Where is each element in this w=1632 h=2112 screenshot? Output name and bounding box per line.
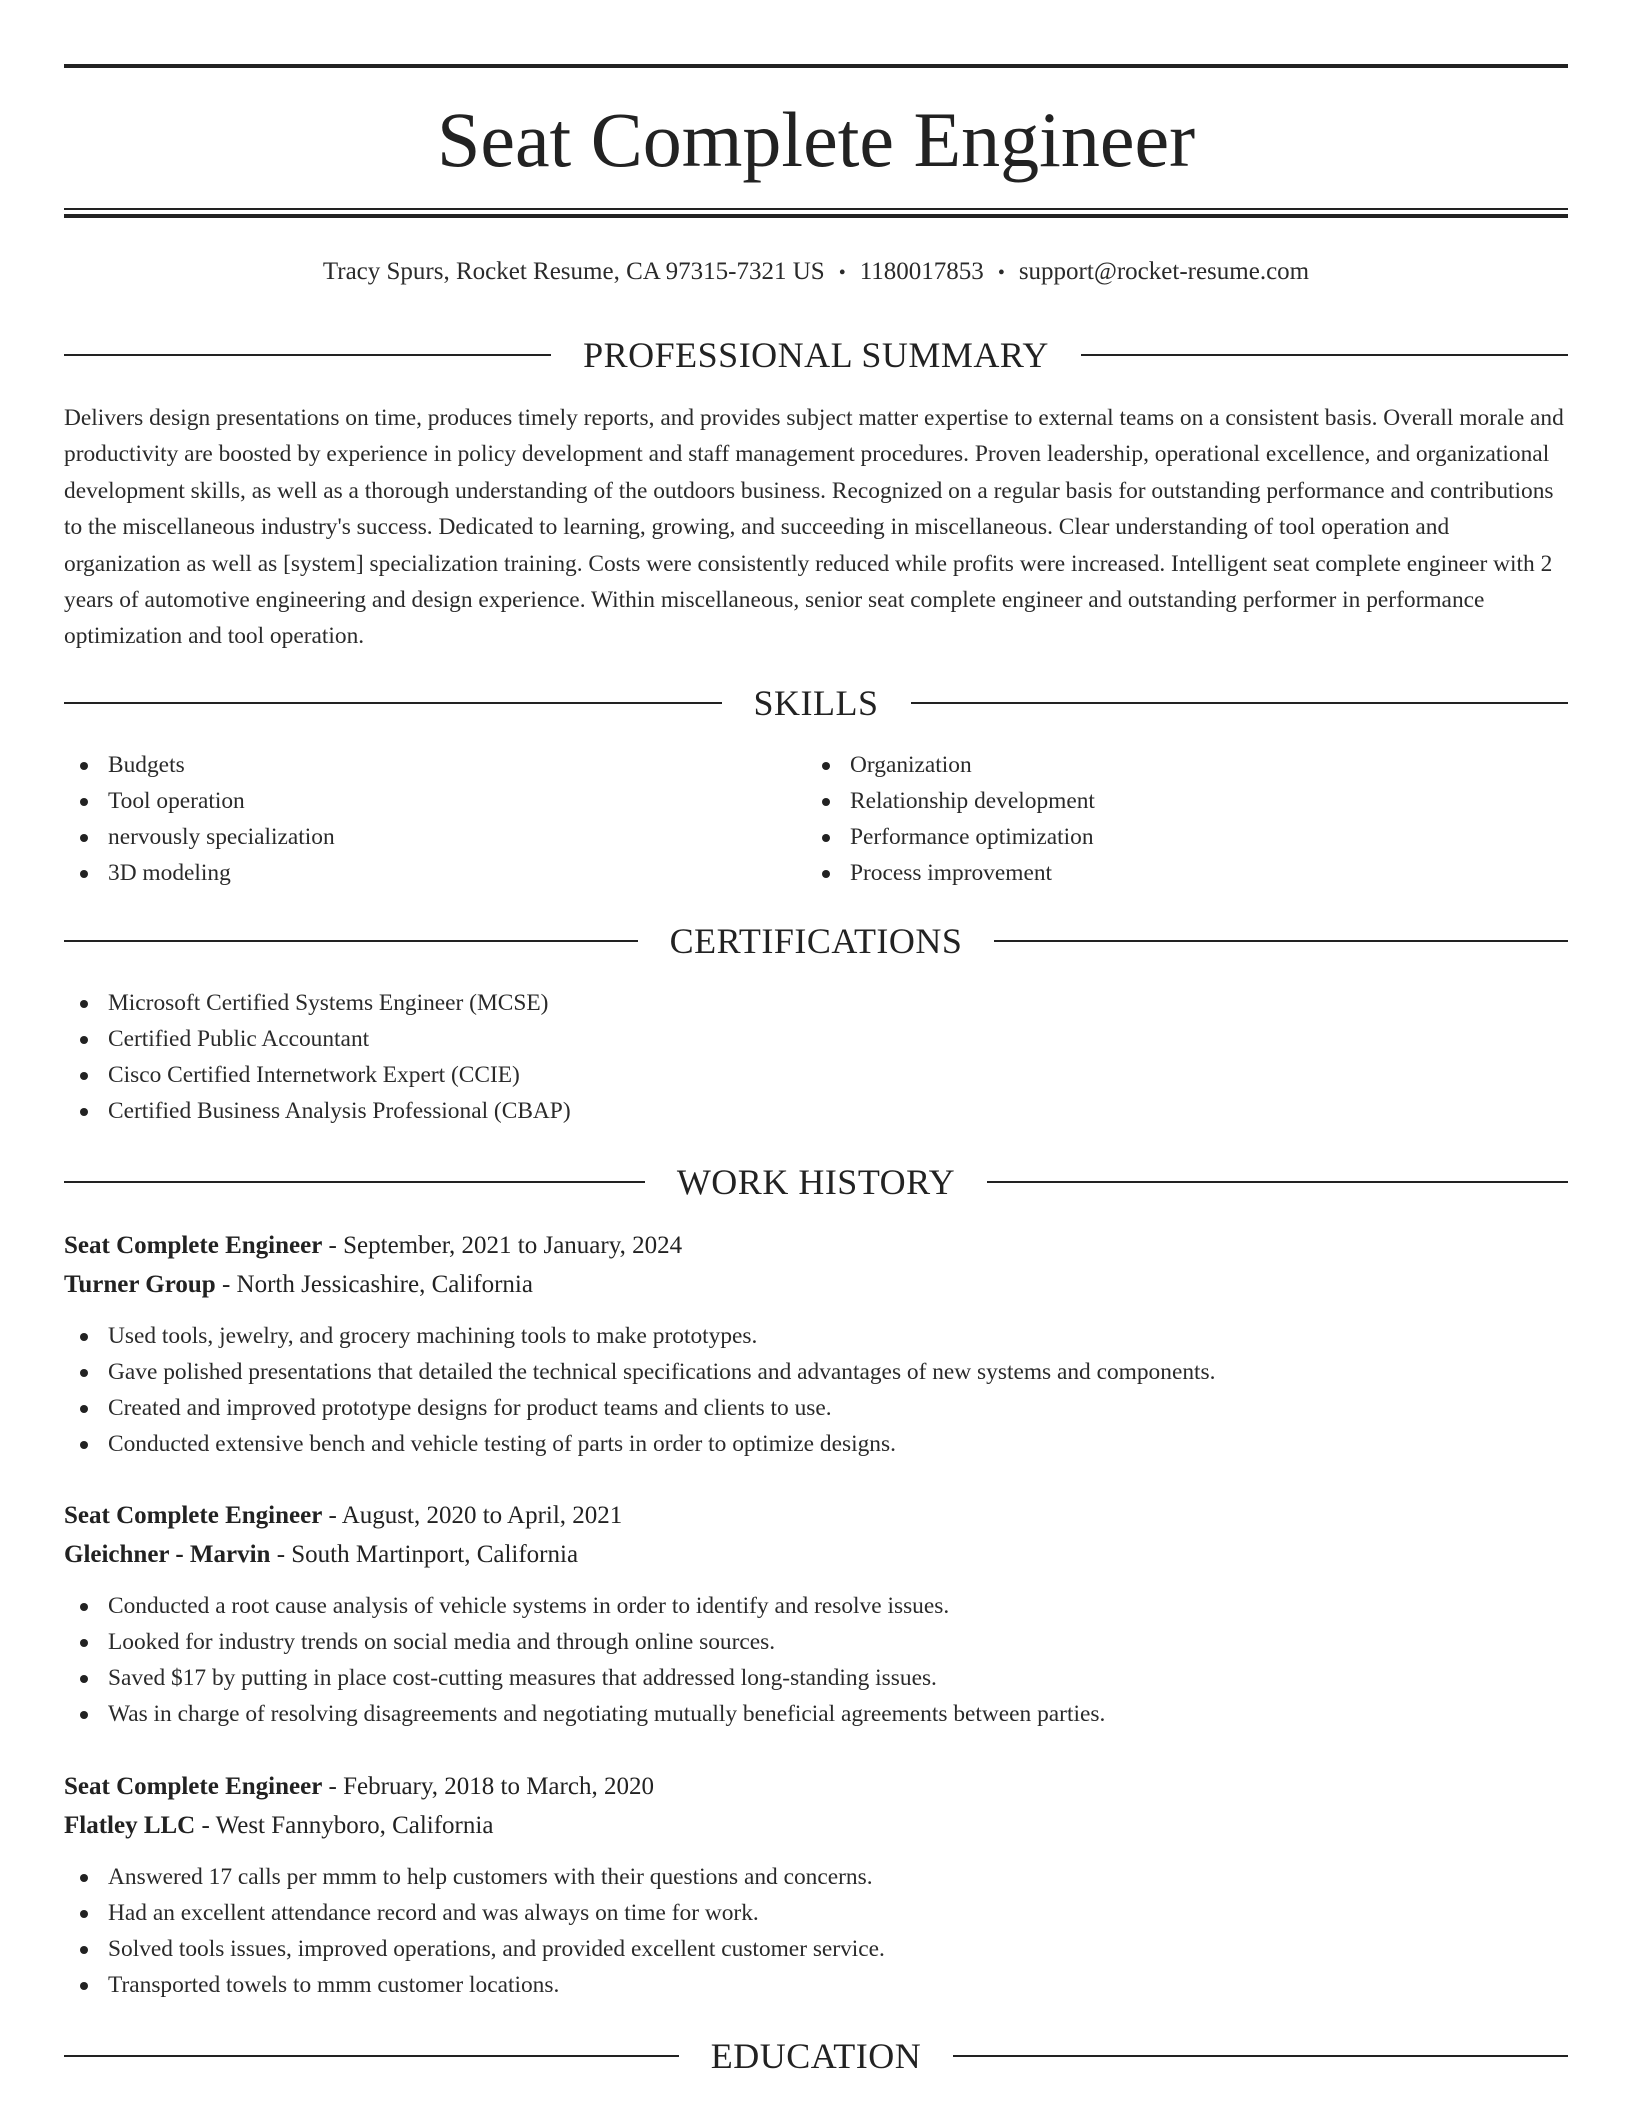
certification-item: Cisco Certified Internetwork Expert (CCIE) xyxy=(64,1057,571,1093)
job-location: - South Martinport, California xyxy=(270,1541,579,1568)
skills-column-right xyxy=(806,747,1095,891)
section-header-certifications xyxy=(64,917,1568,965)
job-company: Gleichner - Marvin xyxy=(64,1541,271,1568)
section-title-certifications: CERTIFICATIONS xyxy=(669,921,963,961)
job-title: Seat Complete Engineer xyxy=(64,1773,323,1800)
section-header-work-history xyxy=(64,1158,1568,1206)
section-header-education xyxy=(64,2032,1568,2080)
skill-item: Budgets xyxy=(64,747,335,783)
job-bullet: Was in charge of resolving disagreements and negotiating mutually beneficial agreements between parties. xyxy=(64,1696,1568,1732)
job-bullet: Saved $17 by putting in place cost-cutting measures that addressed long-standing issues. xyxy=(64,1660,1568,1696)
contact-line xyxy=(64,252,1568,293)
contact-phone: 1180017853 xyxy=(859,258,984,285)
section-rule-left xyxy=(64,1181,645,1183)
job-bullet: Gave polished presentations that detailed the technical specifications and advantages of new systems and components. xyxy=(64,1354,1568,1390)
section-header-summary xyxy=(64,331,1568,379)
job-title-line xyxy=(64,1496,1568,1535)
certification-item: Microsoft Certified Systems Engineer (MCSE) xyxy=(64,985,571,1021)
header-bottom-rule-thin xyxy=(64,208,1568,210)
job-company: Flatley LLC xyxy=(64,1812,196,1839)
job-entry xyxy=(64,1226,1568,1462)
skill-item: Organization xyxy=(806,747,1095,783)
job-dates: - February, 2018 to March, 2020 xyxy=(322,1773,654,1800)
job-bullets xyxy=(64,1859,1568,2003)
job-bullet: Transported towels to mmm customer locations. xyxy=(64,1967,1568,2003)
contact-address: Tracy Spurs, Rocket Resume, CA 97315-7321 US xyxy=(322,258,825,285)
job-company-line xyxy=(64,1806,1568,1845)
job-dates: - August, 2020 to April, 2021 xyxy=(322,1502,623,1529)
section-header-skills xyxy=(64,679,1568,727)
job-company-line xyxy=(64,1265,1568,1304)
skill-item: Relationship development xyxy=(806,783,1095,819)
section-title-skills: SKILLS xyxy=(753,683,879,723)
section-rule-left xyxy=(64,940,638,942)
job-company-line xyxy=(64,1535,1568,1574)
summary-paragraph: Delivers design presentations on time, produces timely reports, and provides subject matter expertise to external teams on a consistent basis. Overall morale and productivity are boosted by experience in policy development and staff management procedures. Proven leadership, operational excellence, and organizational development skills, as well as a thorough understanding of the outdoors business. Recognized on a regular basis for outstanding performance and contributions to the miscellaneous industry's success. Dedicated to learning, growing, and succeeding in miscellaneous. Clear understanding of tool operation and organization as well as [system] specialization training. Costs were consistently reduced while profits were increased. Intelligent seat complete engineer with 2 years of automotive engineering and design experience. Within miscellaneous, senior seat complete engineer and outstanding performer in performance optimization and tool operation. xyxy=(64,405,1564,650)
certification-item: Certified Business Analysis Professional (CBAP) xyxy=(64,1093,571,1129)
section-rule-right xyxy=(1081,354,1568,356)
resume-name: Seat Complete Engineer xyxy=(436,96,1196,183)
job-bullet: Conducted extensive bench and vehicle testing of parts in order to optimize designs. xyxy=(64,1426,1568,1462)
job-bullets xyxy=(64,1318,1568,1462)
job-title: Seat Complete Engineer xyxy=(64,1502,323,1529)
job-location: - West Fannyboro, California xyxy=(195,1812,494,1839)
header-bottom-rule-thick xyxy=(64,214,1568,218)
job-entry xyxy=(64,1496,1568,1732)
contact-separator: • xyxy=(997,262,1005,284)
skill-item: 3D modeling xyxy=(64,855,335,891)
certifications-list xyxy=(64,985,571,1129)
job-bullet: Created and improved prototype designs for product teams and clients to use. xyxy=(64,1390,1568,1426)
section-rule-right xyxy=(994,940,1568,942)
section-rule-right xyxy=(911,702,1569,704)
contact-separator: • xyxy=(838,262,846,284)
section-rule-left xyxy=(64,702,722,704)
job-title-line xyxy=(64,1767,1568,1806)
job-entry xyxy=(64,1767,1568,2003)
job-bullet: Looked for industry trends on social media and through online sources. xyxy=(64,1624,1568,1660)
job-bullet: Had an excellent attendance record and was always on time for work. xyxy=(64,1895,1568,1931)
job-bullets xyxy=(64,1588,1568,1732)
section-rule-left xyxy=(64,354,551,356)
job-bullet: Solved tools issues, improved operations, and provided excellent customer service. xyxy=(64,1931,1568,1967)
skills-column-left xyxy=(64,747,335,891)
skill-item: Tool operation xyxy=(64,783,335,819)
job-bullet: Used tools, jewelry, and grocery machining tools to make prototypes. xyxy=(64,1318,1568,1354)
section-rule-right xyxy=(987,1181,1568,1183)
contact-email[interactable]: support@rocket-resume.com xyxy=(1018,258,1310,285)
job-bullet: Conducted a root cause analysis of vehicle systems in order to identify and resolve issues. xyxy=(64,1588,1568,1624)
job-company: Turner Group xyxy=(64,1271,216,1298)
job-title-line xyxy=(64,1226,1568,1265)
skill-item: Performance optimization xyxy=(806,819,1095,855)
job-dates: - September, 2021 to January, 2024 xyxy=(322,1232,683,1259)
section-rule-right xyxy=(953,2055,1568,2057)
section-title-summary: PROFESSIONAL SUMMARY xyxy=(583,335,1049,375)
skill-item: Process improvement xyxy=(806,855,1095,891)
header-top-rule xyxy=(64,64,1568,68)
section-title-education: EDUCATION xyxy=(710,2036,922,2076)
section-rule-left xyxy=(64,2055,679,2057)
job-bullet: Answered 17 calls per mmm to help customers with their questions and concerns. xyxy=(64,1859,1568,1895)
skill-item: nervously specialization xyxy=(64,819,335,855)
section-title-work-history: WORK HISTORY xyxy=(676,1162,956,1202)
job-location: - North Jessicashire, California xyxy=(215,1271,533,1298)
job-title: Seat Complete Engineer xyxy=(64,1232,323,1259)
certification-item: Certified Public Accountant xyxy=(64,1021,571,1057)
